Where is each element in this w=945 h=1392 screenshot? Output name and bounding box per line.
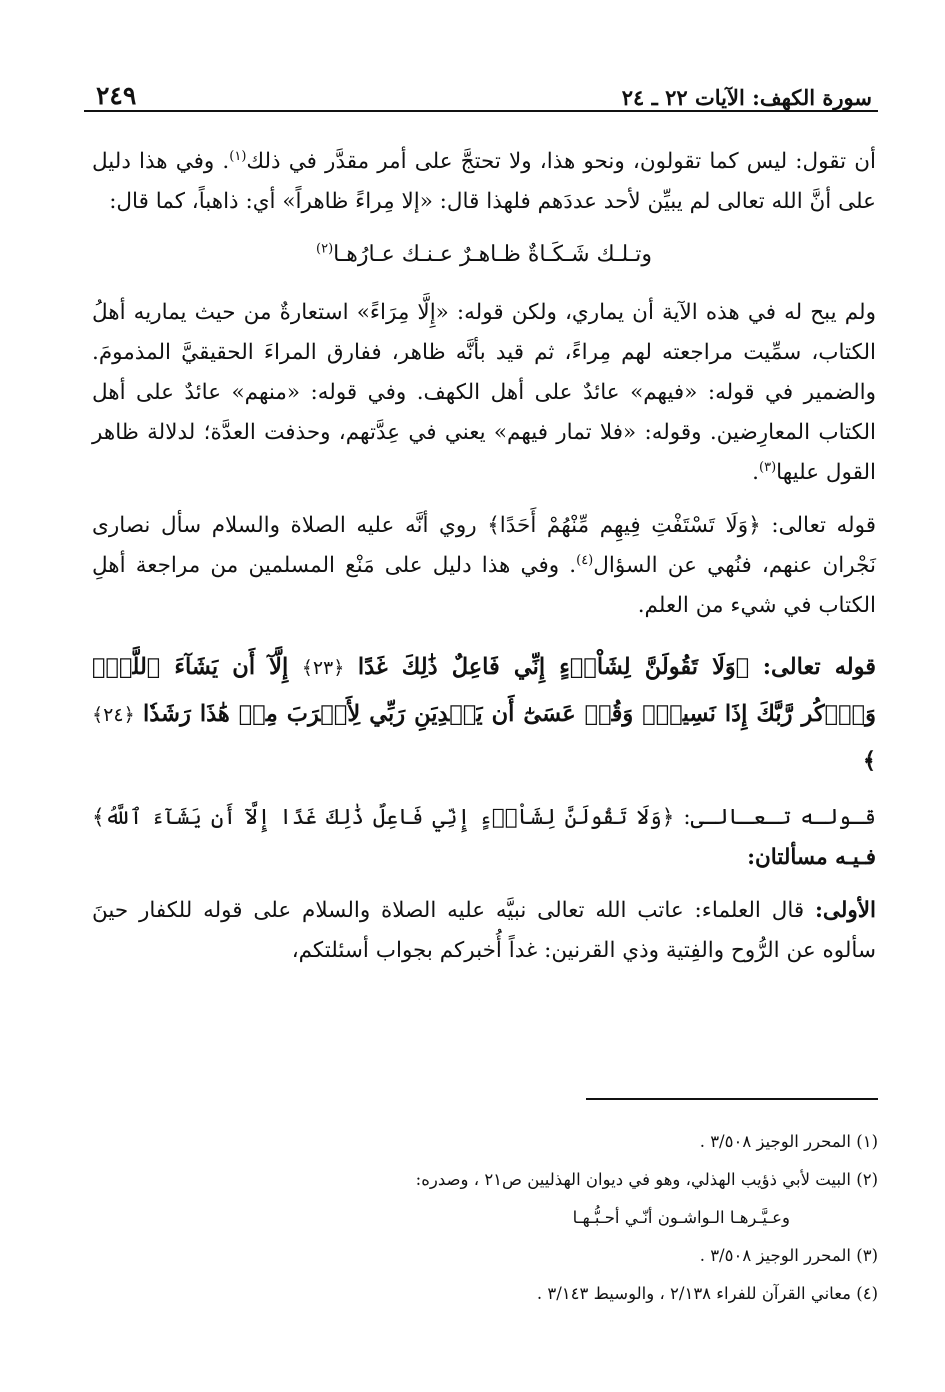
first-issue-label: الأولى:	[814, 898, 877, 923]
paragraph-5	[92, 891, 876, 971]
paragraph-4	[92, 798, 876, 878]
paragraph-2-text: ولم يبح له في هذه الآية أن يماري، ولكن قوله: «إِلَّا مِرَاءً» استعارةٌ من حيث يماريه أهلُ الكتاب، سمِّيت مراجعته لهم مِراءً، ثم قيد بأنَّه ظاهر، ففارق المراءَ الحقيقيَّ المذمومَ. والضمير في قوله: «فيهم» عائدٌ على أهل الكهف. وفي قوله: «منهم» عائدٌ على أهل الكتاب المعارِضين. وقوله: «فلا تمار فيهم» يعني في عِدَّتهم، وحذفت العدَّة؛ لدلالة ظاهر القول عليها	[92, 300, 876, 485]
paragraph-1-text: أن تقول: ليس كما تقولون، ونحو هذا، ولا تحتجَّ على أمر مقدَّر في ذلك	[246, 149, 876, 174]
paragraph-2-tail: .	[752, 460, 759, 485]
paragraph-4-text: قـولـه تـعـالـى: ﴿وَلَا تَقُولَنَّ لِشَاْىۡءٍ إِنِّي فَاعِلٌ ذَٰلِكَ غَدًا إِلَّآ أَن يَشَآءَ ٱللَّهُ﴾	[92, 805, 876, 830]
page-number: ٢٤٩	[96, 81, 137, 110]
footnote-2-verse: وعـيَّـرهـا الـواشـون أنّـي أحـبُّـهـا	[572, 1208, 790, 1227]
ayah-number-23: ٢٣	[312, 657, 334, 679]
footnote-divider	[586, 1098, 878, 1100]
ayah-number-24: ٢٤	[103, 704, 124, 726]
footnote-ref-4[interactable]: (٤)	[576, 552, 594, 568]
footnote-3	[200, 1240, 878, 1272]
footnote-text: المحرر الوجيز ٣/٥٠٨ .	[699, 1132, 851, 1151]
main-text	[92, 142, 876, 984]
footnote-marker: (١)	[856, 1132, 878, 1151]
verse-close-bracket: ﴾	[862, 748, 876, 774]
paragraph-2	[92, 293, 876, 493]
footnote-ref-3[interactable]: (٣)	[759, 459, 777, 475]
paragraph-1	[92, 142, 876, 222]
paragraph-3-text: قوله تعالى: ﴿وَلَا تَسْتَفْتِ فِيهِم مِّنْهُمْ أَحَدًا﴾ روي أنَّه عليه الصلاة والسلام سأل نصارى نَجْران عنهم، فنُهي عن السؤال	[92, 513, 876, 578]
verse-text-part-2: إِلَّآ أَن يَشَآءَ ٱللَّهُۚ وَٱذۡكُر رَّبَّكَ إِذَا نَسِيتَۚ وَقُلۡ عَسَىٰٓ أَن يَهۡدِيَنِ رَبِّي لِأَقۡرَبَ مِنۡ هَٰذَا رَشَدٗا	[92, 654, 876, 727]
footnote-4	[200, 1278, 878, 1310]
footnote-marker: (٤)	[856, 1284, 878, 1303]
verse-heading-label: قوله تعالى:	[762, 654, 877, 680]
poetry-verse	[92, 235, 876, 275]
footnote-ref-2[interactable]: (٢)	[316, 241, 334, 257]
paragraph-3-tail: . وفي هذا دليل على مَنْع المسلمين من مراجعة أهلِ الكتاب في شيء من العلم.	[92, 553, 876, 618]
ayah-number-mark: ﴿٢٣﴾	[301, 657, 345, 679]
page-header	[84, 70, 878, 112]
footnotes	[200, 1126, 878, 1316]
footnote-marker: (٢)	[856, 1170, 878, 1189]
footnote-ref-1[interactable]: (١)	[229, 148, 247, 164]
footnote-1	[200, 1126, 878, 1158]
footnote-text: البيت لأبي ذؤيب الهذلي، وهو في ديوان الهذليين ص٢١ ، وصدره:	[415, 1170, 851, 1189]
verse-text-part-1: ﴿وَلَا تَقُولَنَّ لِشَاْىۡءٍ إِنِّي فَاعِلٌ ذَٰلِكَ غَدًا	[357, 654, 750, 680]
running-head: سورة الكهف: الآيات ٢٢ ـ ٢٤	[621, 85, 872, 110]
footnote-text: المحرر الوجيز ٣/٥٠٨ .	[699, 1246, 851, 1265]
footnote-2	[200, 1164, 878, 1196]
paragraph-1-tail: . وفي هذا دليل على أنَّ الله تعالى لم يبيِّن لأحد عددَهم فلهذا قال: «إلا مِراءً ظاهراً» أي: ذاهباً، كما قال:	[92, 149, 876, 214]
poetry-verse-text: وتـلـك شَـكَـاةٌ ظـاهـرٌ عـنـك عـارُهـا	[333, 242, 652, 267]
issues-heading: فـيـه مسألتان:	[747, 845, 876, 870]
paragraph-5-text: قال العلماء: عاتب الله تعالى نبيَّه عليه الصلاة والسلام على قوله للكفار حينَ سألوه عن الرُّوح والفِتية وذي القرنين: غداً أُخبركم بجواب أسئلتكم،	[92, 898, 876, 963]
footnote-marker: (٣)	[856, 1246, 878, 1265]
footnote-text: معاني القرآن للفراء ٢/١٣٨ ، والوسيط ٣/١٤٣ .	[536, 1284, 851, 1303]
ayah-number-mark: ﴿٢٤﴾	[92, 704, 135, 726]
paragraph-3	[92, 506, 876, 626]
quranic-verse-heading	[92, 644, 876, 784]
